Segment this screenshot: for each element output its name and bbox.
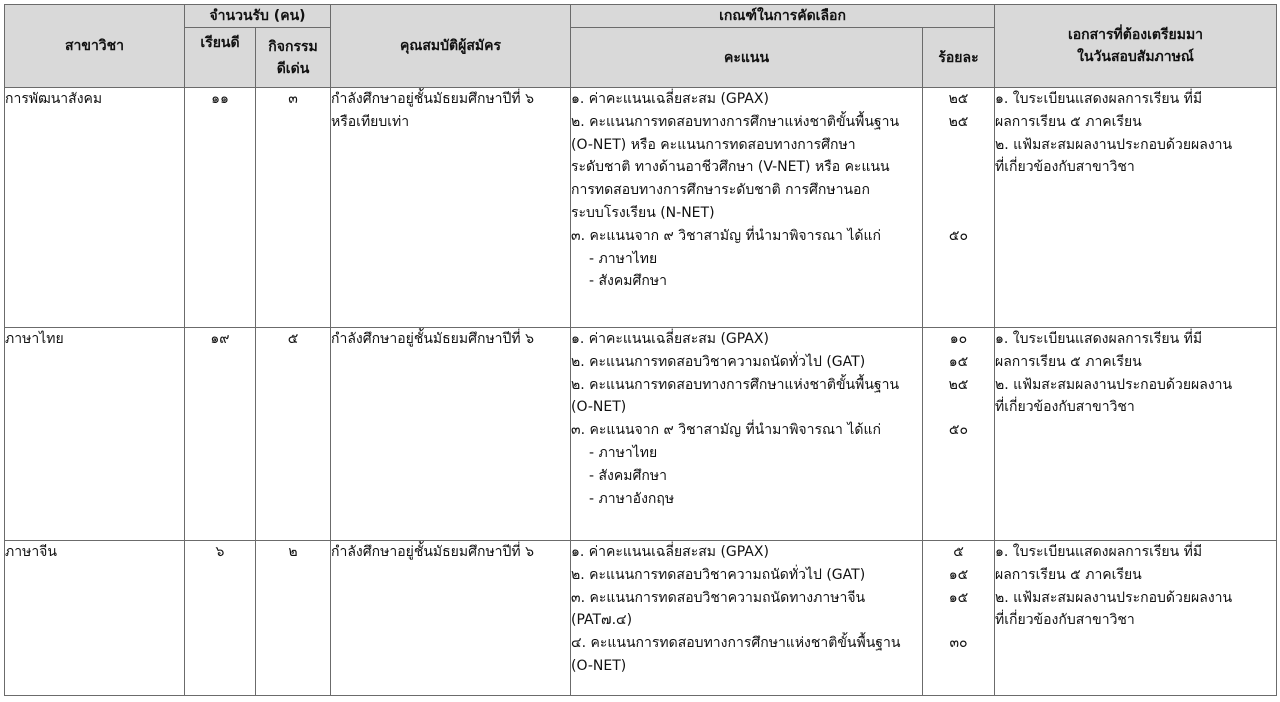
percent-gap <box>923 202 994 225</box>
quota-activity-cell <box>256 541 331 696</box>
percent-gap <box>923 134 994 157</box>
quota-regular-cell <box>185 328 256 541</box>
header-documents-line-1: เอกสารที่ต้องเตรียมมา <box>1067 27 1204 43</box>
criteria-line: (O-NET) <box>571 657 627 674</box>
qualification-line: หรือเทียบเท่า <box>331 113 410 130</box>
header-qualification: คุณสมบัติผู้สมัคร <box>331 5 571 88</box>
criteria-line: ๑. ค่าคะแนนเฉลี่ยสะสม (GPAX) <box>571 544 769 560</box>
documents-cell <box>995 328 1277 541</box>
criteria-line: - ภาษาไทย <box>589 444 658 461</box>
qualification-line: กำลังศึกษาอยู่ชั้นมัธยมศึกษาปีที่ ๖ <box>331 91 534 107</box>
table-body <box>5 88 1277 696</box>
criteria-cell <box>571 541 923 696</box>
percent-cell <box>923 328 995 541</box>
subject-name: ภาษาไทย <box>5 331 64 347</box>
percent-gap <box>923 655 994 678</box>
header-subject: สาขาวิชา <box>5 5 185 88</box>
documents-line: ที่เกี่ยวข้องกับสาขาวิชา <box>995 612 1135 629</box>
header-criteria: เกณฑ์ในการคัดเลือก <box>571 5 995 28</box>
header-percent: ร้อยละ <box>923 28 995 88</box>
percent-gap <box>923 465 994 488</box>
header-documents <box>995 5 1277 88</box>
quota-activity-value: ๓ <box>288 91 298 107</box>
documents-line: ๒. แฟ้มสะสมผลงานประกอบด้วยผลงาน <box>995 589 1233 606</box>
criteria-line: - ภาษาไทย <box>589 250 658 267</box>
documents-line: ผลการเรียน ๕ ภาคเรียน <box>995 113 1142 130</box>
criteria-line: ๒. คะแนนการทดสอบวิชาความถนัดทั่วไป (GAT) <box>571 566 866 583</box>
percent-value: ๒๕ <box>948 91 969 107</box>
qualification-cell <box>331 541 571 696</box>
header-documents-line-2: ในวันสอบสัมภาษณ์ <box>1077 49 1194 65</box>
admission-table <box>4 4 1277 696</box>
percent-gap <box>923 248 994 271</box>
documents-cell <box>995 541 1277 696</box>
documents-line: ๑. ใบระเบียนแสดงผลการเรียน ที่มี <box>995 331 1203 347</box>
documents-line: ผลการเรียน ๕ ภาคเรียน <box>995 353 1142 370</box>
qualification-cell <box>331 88 571 328</box>
table-row <box>5 541 1277 696</box>
subject-cell <box>5 541 185 696</box>
documents-line: ๒. แฟ้มสะสมผลงานประกอบด้วยผลงาน <box>995 136 1233 153</box>
documents-line: ๑. ใบระเบียนแสดงผลการเรียน ที่มี <box>995 544 1203 560</box>
criteria-line: ๑. ค่าคะแนนเฉลี่ยสะสม (GPAX) <box>571 331 769 347</box>
criteria-line: ๒. คะแนนการทดสอบทางการศึกษาแห่งชาติขั้นพื้นฐาน <box>571 376 900 393</box>
documents-line: ๒. แฟ้มสะสมผลงานประกอบด้วยผลงาน <box>995 376 1233 393</box>
criteria-line: ระบบโรงเรียน (N-NET) <box>571 204 715 221</box>
percent-gap <box>923 270 994 293</box>
criteria-cell <box>571 328 923 541</box>
criteria-line: (O-NET) <box>571 399 627 416</box>
percent-cell <box>923 88 995 328</box>
percent-value: ๒๕ <box>948 113 969 130</box>
criteria-line: - สังคมศึกษา <box>589 467 667 484</box>
percent-gap <box>923 179 994 202</box>
documents-line: ที่เกี่ยวข้องกับสาขาวิชา <box>995 159 1135 176</box>
criteria-line: ๒. คะแนนการทดสอบวิชาความถนัดทั่วไป (GAT) <box>571 353 866 370</box>
qualification-cell <box>331 328 571 541</box>
criteria-line: ระดับชาติ ทางด้านอาชีวศึกษา (V-NET) หรือ คะแนน <box>571 159 890 176</box>
table-row <box>5 328 1277 541</box>
quota-regular-value: ๖ <box>215 544 225 560</box>
criteria-line: การทดสอบทางการศึกษาระดับชาติ การศึกษานอก <box>571 182 870 199</box>
percent-value: ๕๐ <box>948 422 969 439</box>
documents-line: ที่เกี่ยวข้องกับสาขาวิชา <box>995 399 1135 416</box>
criteria-line: ๑. ค่าคะแนนเฉลี่ยสะสม (GPAX) <box>571 91 769 107</box>
percent-value: ๓๐ <box>949 635 968 652</box>
percent-gap <box>923 609 994 632</box>
criteria-line: (O-NET) หรือ คะแนนการทดสอบทางการศึกษา <box>571 136 856 153</box>
percent-cell <box>923 541 995 696</box>
header-quota-regular: เรียนดี <box>185 28 256 88</box>
quota-regular-value: ๑๙ <box>210 331 230 347</box>
criteria-cell <box>571 88 923 328</box>
quota-regular-cell <box>185 88 256 328</box>
percent-gap <box>923 396 994 419</box>
documents-cell <box>995 88 1277 328</box>
percent-value: ๒๕ <box>948 376 969 393</box>
percent-value: ๑๕ <box>948 566 969 583</box>
percent-gap <box>923 442 994 465</box>
qualification-line: กำลังศึกษาอยู่ชั้นมัธยมศึกษาปีที่ ๖ <box>331 544 534 560</box>
percent-value: ๕ <box>953 544 964 560</box>
quota-activity-cell <box>256 88 331 328</box>
table-row <box>5 88 1277 328</box>
criteria-line: (PAT๗.๔) <box>571 612 633 629</box>
percent-value: ๑๐ <box>949 331 968 347</box>
criteria-line: - สังคมศึกษา <box>589 273 667 290</box>
percent-value: ๑๕ <box>948 353 969 370</box>
subject-name: ภาษาจีน <box>5 544 57 560</box>
criteria-line: ๓. คะแนนจาก ๙ วิชาสามัญ ที่นำมาพิจารณา ได้แก่ <box>571 227 881 244</box>
percent-gap <box>923 156 994 179</box>
criteria-line: ๓. คะแนนจาก ๙ วิชาสามัญ ที่นำมาพิจารณา ได้แก่ <box>571 422 881 439</box>
subject-cell <box>5 88 185 328</box>
quota-regular-cell <box>185 541 256 696</box>
header-quota-activity-line-1: กิจกรรม <box>268 38 318 55</box>
documents-line: ๑. ใบระเบียนแสดงผลการเรียน ที่มี <box>995 91 1203 107</box>
quota-activity-cell <box>256 328 331 541</box>
percent-value: ๑๕ <box>948 589 969 606</box>
percent-gap <box>923 488 994 511</box>
subject-name: การพัฒนาสังคม <box>5 91 103 107</box>
criteria-line: - ภาษาอังกฤษ <box>589 490 675 507</box>
quota-activity-value: ๒ <box>288 544 298 560</box>
header-quota: จำนวนรับ (คน) <box>185 5 331 28</box>
documents-line: ผลการเรียน ๕ ภาคเรียน <box>995 566 1142 583</box>
qualification-line: กำลังศึกษาอยู่ชั้นมัธยมศึกษาปีที่ ๖ <box>331 331 534 347</box>
percent-value: ๕๐ <box>948 227 969 244</box>
header-quota-activity <box>256 28 331 88</box>
quota-activity-value: ๕ <box>287 331 299 347</box>
criteria-line: ๓. คะแนนการทดสอบวิชาความถนัดทางภาษาจีน <box>571 589 866 606</box>
header-quota-activity-line-2: ดีเด่น <box>276 60 310 77</box>
subject-cell <box>5 328 185 541</box>
quota-regular-value: ๑๑ <box>211 91 229 107</box>
header-score: คะแนน <box>571 28 923 88</box>
criteria-line: ๔. คะแนนการทดสอบทางการศึกษาแห่งชาติขั้นพื้นฐาน <box>571 635 901 652</box>
criteria-line: ๒. คะแนนการทดสอบทางการศึกษาแห่งชาติขั้นพื้นฐาน <box>571 113 900 130</box>
